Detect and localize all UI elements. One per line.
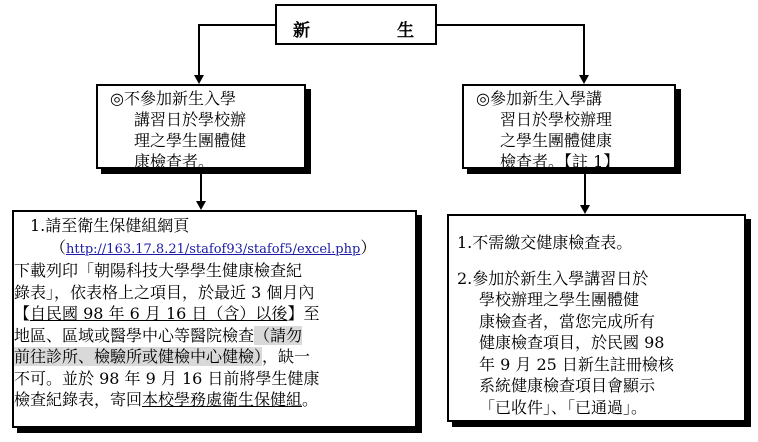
arrow-to-left-condition: [194, 75, 204, 84]
bracket-open: 【: [14, 304, 31, 323]
new-student-box: [275, 4, 437, 45]
right-detail-line: 年 9 月 25 日新生註冊檢核: [479, 354, 674, 374]
date-highlight: 自民國 98 年 6 月 16 日（含）以後: [30, 304, 288, 323]
right-detail-line: 系統健康檢查項目會顯示: [479, 376, 656, 395]
clinic-highlight: 前往診所、檢驗所或健檢中心健檢）: [14, 347, 263, 366]
right-detail-line: 2.參加於新生入學講習日於: [457, 268, 649, 288]
right-detail-text: [457, 232, 674, 418]
item-spacer: [457, 254, 652, 268]
connector-left-down: [198, 24, 200, 77]
right-detail-line: 康檢查者，當您完成所有: [479, 311, 656, 331]
date-line: [14, 303, 340, 325]
clinic-line: [14, 346, 340, 368]
right-condition-line: 之學生團體健康: [500, 131, 613, 150]
clinic-tail: ，缺一: [262, 347, 311, 366]
right-detail-line: 學校辦理之學生團體健: [479, 290, 640, 309]
right-detail-box: [447, 214, 746, 422]
detail-line: 不可。並於 98 年 9 月 16 日前將學生健康: [14, 368, 320, 388]
url-close-paren: ）: [360, 237, 377, 257]
left-condition-line: 講習日於學校辦: [134, 110, 247, 129]
left-detail-box: [12, 210, 417, 428]
hospital-text: 地區、區域或醫學中心等醫院檢查: [14, 325, 255, 345]
right-condition-text: [476, 88, 619, 172]
right-condition-line: ◎參加新生入學講: [476, 89, 602, 108]
connector-top-horizontal: [198, 24, 275, 26]
detail-line: 錄表」，依表格上之項目，於最近 3 個月內: [14, 282, 315, 302]
note-highlight: （請勿: [254, 325, 303, 345]
top-box-char-1: 新: [293, 21, 310, 41]
connector-right-down: [583, 24, 585, 77]
connector-top-horizontal-right: [437, 24, 584, 26]
left-condition-line: 康檢查者。: [134, 152, 215, 171]
right-detail-line: 健康檢查項目，於民國 98: [479, 333, 665, 352]
left-condition-box: [96, 84, 306, 169]
arrow-to-right-detail: [580, 205, 590, 214]
right-detail-item-1: 1.不需繳交健康檢查表。: [457, 233, 633, 252]
return-text: 檢查紀錄表，寄回: [14, 390, 143, 409]
return-line: [14, 389, 340, 411]
right-condition-line: 習日於學校辦理: [500, 110, 613, 129]
detail-line: 1.請至衛生保健組網頁: [30, 216, 190, 235]
arrow-to-right-condition: [579, 75, 589, 84]
connector-right-condition-down: [584, 169, 586, 207]
top-box-char-2: 生: [397, 21, 414, 41]
left-detail-text: [14, 215, 377, 411]
arrow-to-left-detail: [196, 201, 206, 210]
left-condition-line: ◎不參加新生入學: [110, 89, 236, 108]
return-period: 。: [302, 390, 319, 409]
bracket-close: 】至: [287, 304, 320, 323]
url-line: [50, 237, 376, 261]
excel-download-link[interactable]: http://163.17.8.21/stafof93/stafof5/excel.php: [66, 241, 361, 257]
right-condition-line: 檢查者。【註 1】: [500, 152, 620, 171]
left-condition-line: 理之學生團體健: [134, 131, 247, 150]
right-condition-box: [462, 84, 676, 169]
connector-left-condition-down: [200, 169, 202, 203]
office-highlight: 本校學務處衛生保健組: [142, 390, 303, 409]
detail-line: 下載列印「朝陽科技大學學生健康檢查紀: [14, 261, 303, 280]
url-open-paren: （: [50, 237, 67, 257]
hospital-line: [14, 325, 340, 347]
left-condition-text: [110, 88, 246, 172]
right-detail-line: 「已收件」、「已通過」。: [479, 397, 648, 417]
